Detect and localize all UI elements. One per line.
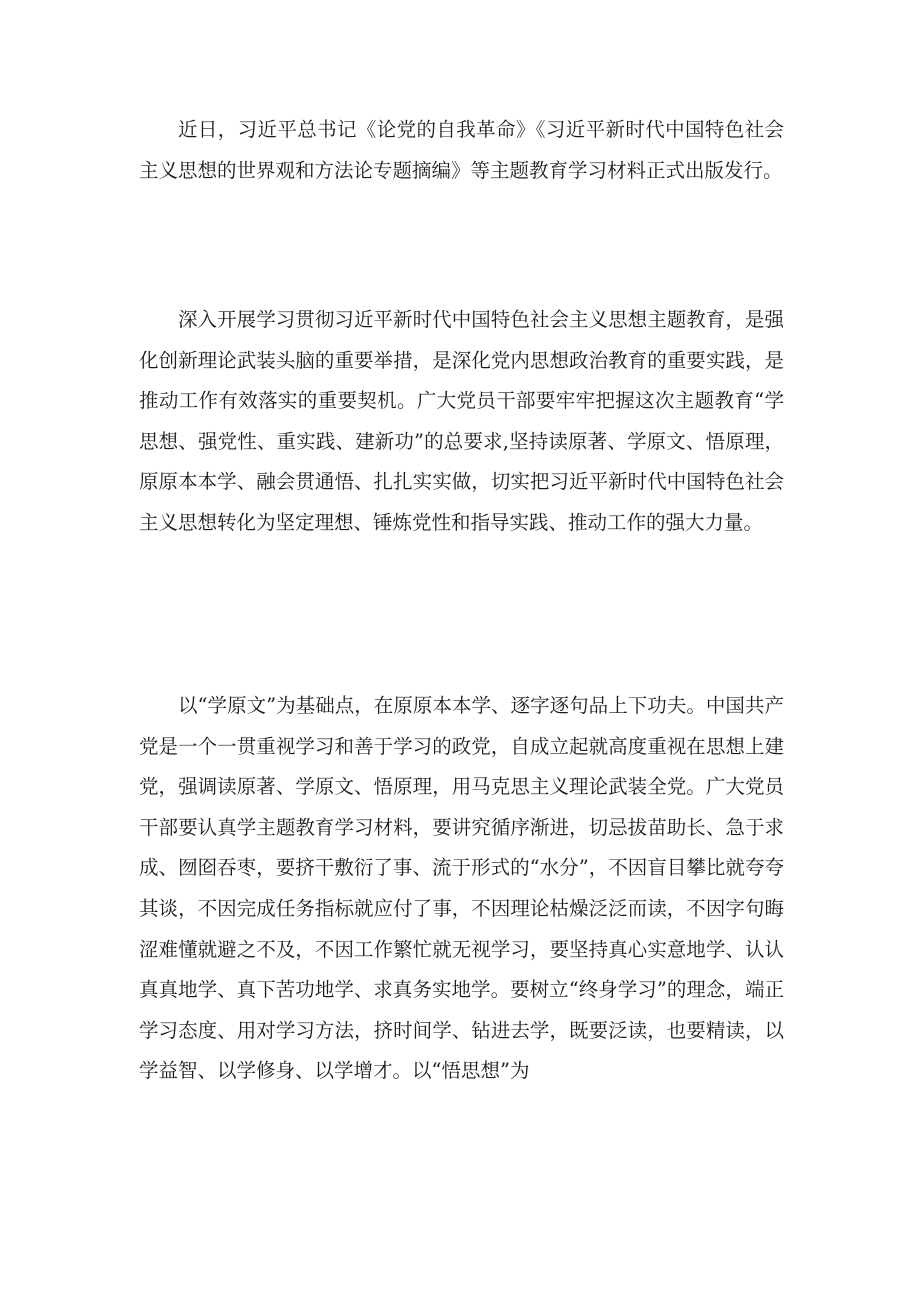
paragraph-study-original-text: 以“学原文”为基础点，在原原本本学、逐字逐句品上下功夫。中国共产党是一个一贯重视学习和善于学习的政党，自成立起就高度重视在思想上建党，强调读原著、学原文、悟原理，用马克思主义理论武装全党。广大党员干部要认真学主题教育学习材料，要讲究循序渐进，切忌拔苗助长、急于求成、囫囵吞枣，要挤干敷衍了事、流于形式的“水分”，不因盲目攀比就夸夸其谈，不因完成任务指标就应付了事，不因理论枯燥泛泛而读，不因字句晦涩难懂就避之不及，不因工作繁忙就无视学习，要坚持真心实意地学、认认真真地学、真下苦功地学、求真务实地学。要树立“终身学习”的理念，端正学习态度、用对学习方法，挤时间学、钻进去学，既要泛读，也要精读，以学益智、以学修身、以学增才。以“悟思想”为 xyxy=(139,694,784,1083)
paragraph-intro: 近日，习近平总书记《论党的自我革命》《习近平新时代中国特色社会主义思想的世界观和方法论专题摘编》等主题教育学习材料正式出版发行。 xyxy=(139,118,784,182)
paragraph-theme-education: 深入开展学习贯彻习近平新时代中国特色社会主义思想主题教育，是强化创新理论武装头脑的重要举措，是深化党内思想政治教育的重要实践，是推动工作有效落实的重要契机。广大党员干部要牢牢把握这次主题教育“学思想、强党性、重实践、建新功”的总要求,坚持读原著、学原文、悟原理，原原本本学、融会贯通悟、扎扎实实做，切实把习近平新时代中国特色社会主义思想转化为坚定理想、锤炼党性和指导实践、推动工作的强大力量。 xyxy=(139,308,784,534)
